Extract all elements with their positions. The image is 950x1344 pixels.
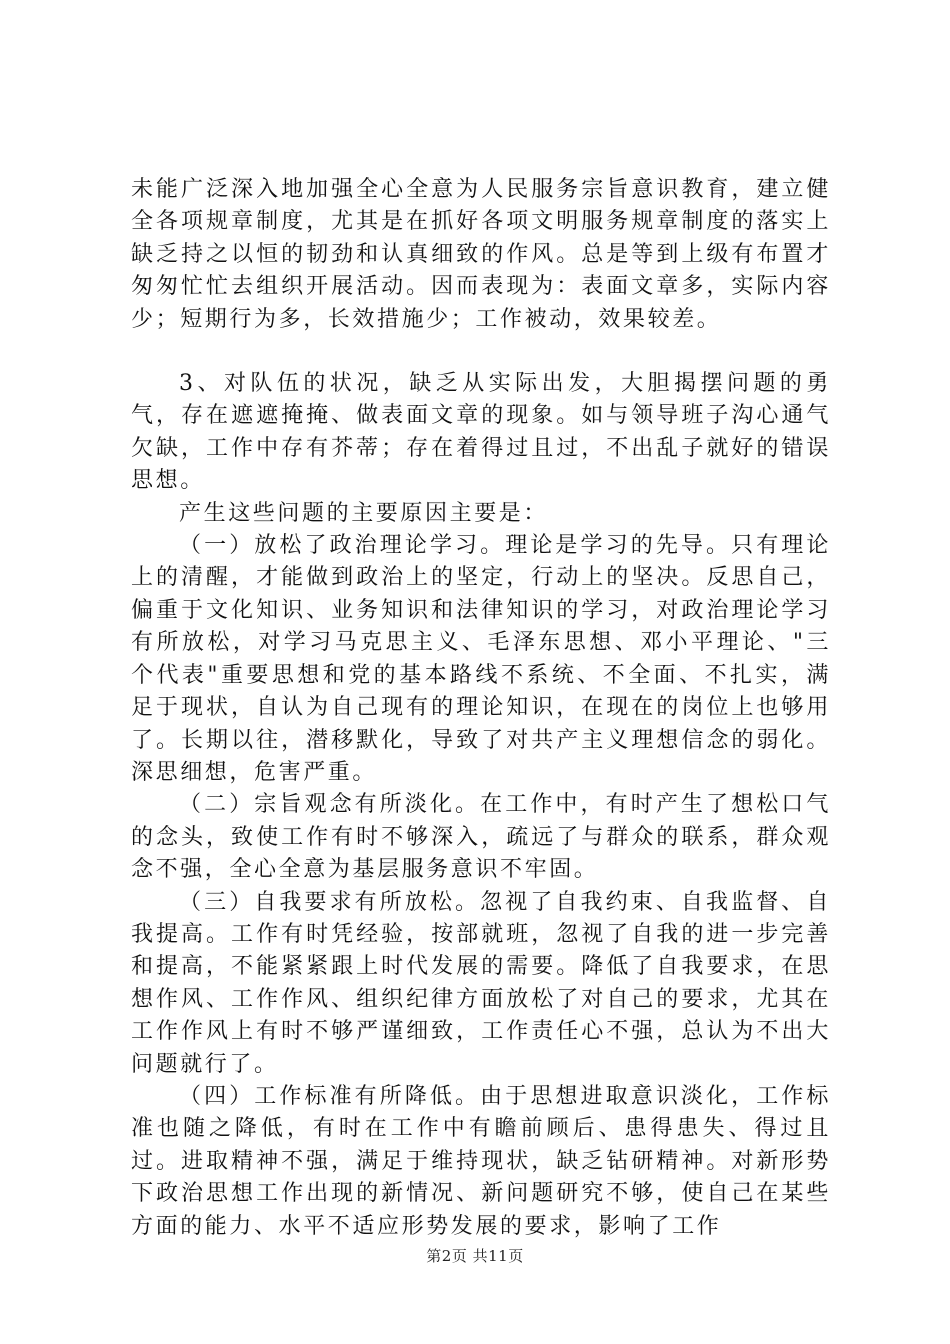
paragraph-item-3: 3、对队伍的状况，缺乏从实际出发，大胆揭摆问题的勇气，存在遮遮掩掩、做表面文章的现象。如与领导班子沟心通气欠缺，工作中存有芥蒂；存在着得过且过，不出乱子就好的错误思想。 — [131, 371, 831, 494]
paragraph-cause-2: （二）宗旨观念有所淡化。在工作中，有时产生了想松口气的念头，致使工作有时不够深入，疏远了与群众的联系，群众观念不强，全心全意为基层服务意识不牢固。 — [131, 792, 831, 883]
paragraph-cause-1: （一）放松了政治理论学习。理论是学习的先导。只有理论上的清醒，才能做到政治上的坚定，行动上的坚决。反思自己，偏重于文化知识、业务知识和法律知识的学习，对政治理论学习有所放松，对学习马克思主义、毛泽东思想、邓小平理论、"三个代表"重要思想和党的基本路线不系统、不全面、不扎实，满足于现状，自认为自己现有的理论知识，在现在的岗位上也够用了。长期以往，潜移默化，导致了对共产主义理想信念的弱化。深思细想，危害严重。 — [131, 533, 831, 785]
document-body — [131, 174, 831, 1243]
paragraph-cause-4: （四）工作标准有所降低。由于思想进取意识淡化，工作标准也随之降低，有时在工作中有瞻前顾后、患得患失、得过且过。进取精神不强，满足于维持现状，缺乏钻研精神。对新形势下政治思想工作出现的新情况、新问题研究不够，使自己在某些方面的能力、水平不适应形势发展的要求，影响了工作 — [131, 1083, 831, 1239]
paragraph-causes-intro: 产生这些问题的主要原因主要是： — [179, 500, 549, 526]
paragraph-cause-3: （三）自我要求有所放松。忽视了自我约束、自我监督、自我提高。工作有时凭经验，按部就班，忽视了自我的进一步完善和提高，不能紧紧跟上时代发展的需要。降低了自我要求，在思想作风、工作作风、组织纪律方面放松了对自己的要求，尤其在工作作风上有时不够严谨细致，工作责任心不强，总认为不出大问题就行了。 — [131, 889, 831, 1077]
page-number-footer: 第2页 共11页 — [426, 1247, 524, 1265]
paragraph-continuation: 未能广泛深入地加强全心全意为人民服务宗旨意识教育，建立健全各项规章制度，尤其是在抓好各项文明服务规章制度的落实上缺乏持之以恒的韧劲和认真细致的作风。总是等到上级有布置才匆匆忙忙去组织开展活动。因而表现为：表面文章多，实际内容少；短期行为多，长效措施少；工作被动，效果较差。 — [131, 177, 831, 332]
